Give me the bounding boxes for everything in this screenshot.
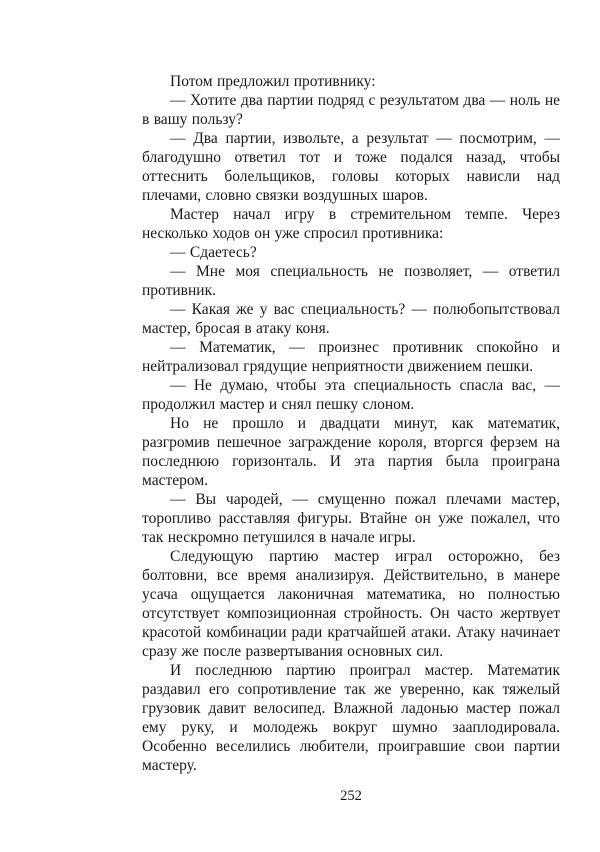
paragraph: — Два партии, извольте, а результат — посмотрим, — благодушно ответил тот и тоже подался назад, чтобы оттеснить болельщиков, головы которых нависли над плечами, словно связки воздушных шаров.: [142, 130, 560, 204]
paragraph: — Сдаетесь?: [170, 244, 257, 261]
paragraph: — Математик, — произнес противник спокойно и нейтрализовал грядущие неприятности движением пешки.: [142, 339, 560, 375]
paragraph: — Какая же у вас специальность? — полюбопытствовал мастер, бросая в атаку коня.: [142, 301, 560, 337]
paragraph: — Мне моя специальность не позволяет, — ответил противник.: [142, 263, 560, 299]
page-number: 252: [340, 788, 362, 804]
paragraph: Потом предложил противнику:: [170, 73, 376, 90]
paragraph: Но не прошло и двадцати минут, как математик, разгромив пешечное заграждение короля, вторгся ферзем на последнюю горизонталь. И эта партия была проиграна мастером.: [142, 415, 560, 489]
paragraph: И последнюю партию проиграл мастер. Математик раздавил его сопротивление так же уверенно, как тяжелый грузовик давит велосипед. Влажной ладонью мастер пожал ему руку, и молодежь вокруг шумно зааплодировала. Особенно веселились любители, проигравшие свои партии мастеру.: [142, 662, 560, 774]
paragraph: — Хотите два партии подряд с результатом два — ноль не в вашу пользу?: [142, 92, 560, 128]
paragraph: Мастер начал игру в стремительном темпе. Через несколько ходов он уже спросил противника:: [142, 206, 560, 242]
text-block: [142, 72, 560, 775]
paragraph: — Не думаю, чтобы эта специальность спасла вас, — продолжил мастер и снял пешку слоном.: [142, 377, 560, 413]
paragraph: Следующую партию мастер играл осторожно, без болтовни, все время анализируя. Действительно, в манере усача ощущается лаконичная математика, но полностью отсутствует композиционная стройность. Он часто жертвует красотой комбинации ради кратчайшей атаки. Атаку начинает сразу же после развертывания основных сил.: [142, 548, 560, 660]
paragraph: — Вы чародей, — смущенно пожал плечами мастер, торопливо расставляя фигуры. Втайне он уже пожалел, что так нескромно петушился в начале игры.: [142, 491, 560, 546]
